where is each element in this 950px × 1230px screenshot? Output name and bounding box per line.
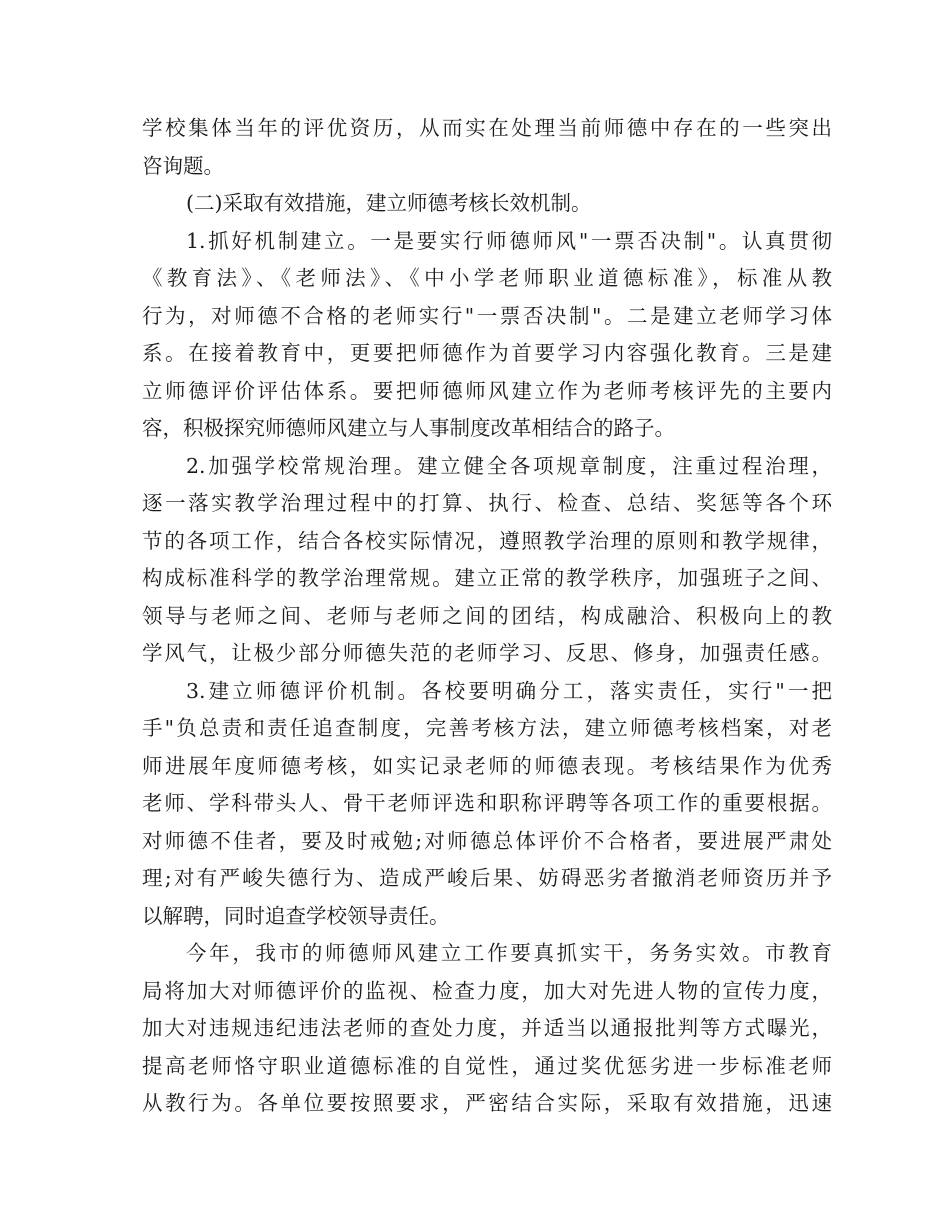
text-line: 立师德评价评估体系。要把师德师风建立作为老师考核评先的主要内: [142, 378, 832, 403]
text-line: 学风气，让极少部分师德失范的老师学习、反思、修身，加强责任感。: [142, 641, 832, 665]
text-line: 手"负总责和责任追查制度，完善考核方法，建立师德考核档案，对老: [142, 716, 832, 740]
text-line: 提高老师恪守职业道德标准的自觉性，通过奖优惩劣进一步标准老师: [142, 1053, 832, 1078]
document-body: [142, 110, 832, 1123]
text-line: 系。在接着教育中，更要把师德作为首要学习内容强化教育。三是建: [142, 341, 832, 365]
text-line: 行为，对师德不合格的老师实行"一票否决制"。二是建立老师学习体: [142, 303, 832, 328]
text-line: 对师德不佳者，要及时戒勉;对师德总体评价不合格者，要进展严肃处: [142, 828, 832, 853]
text-line: 1.抓好机制建立。一是要实行师德师风"一票否决制"。认真贯彻: [186, 228, 832, 253]
text-line: 构成标准科学的教学治理常规。建立正常的教学秩序，加强班子之间、: [142, 566, 832, 590]
text-line: 加大对违规违纪违法老师的查处力度，并适当以通报批判等方式曝光，: [142, 1016, 832, 1040]
text-line: 3.建立师德评价机制。各校要明确分工，落实责任，实行"一把: [186, 678, 832, 703]
text-line: 《教育法》、《老师法》、《中小学老师职业道德标准》，标准从教: [142, 266, 832, 290]
text-line: 领导与老师之间、老师与老师之间的团结，构成融洽、积极向上的教: [142, 603, 832, 628]
text-line: 容，积极探究师德师风建立与人事制度改革相结合的路子。: [142, 416, 675, 440]
text-line: 2.加强学校常规治理。建立健全各项规章制度，注重过程治理，: [186, 453, 832, 478]
text-line: 学校集体当年的评优资历，从而实在处理当前师德中存在的一些突出: [142, 116, 832, 140]
text-line: 理;对有严峻失德行为、造成严峻后果、妨碍恶劣者撤消老师资历并予: [142, 866, 832, 890]
text-line: 今年，我市的师德师风建立工作要真抓实干，务务实效。市教育: [186, 941, 832, 965]
text-line: 节的各项工作，结合各校实际情况，遵照教学治理的原则和教学规律，: [142, 528, 832, 553]
text-line: 逐一落实教学治理过程中的打算、执行、检查、总结、奖惩等各个环: [142, 491, 832, 515]
section-heading: (二)采取有效措施，建立师德考核长效机制。: [186, 191, 592, 215]
text-line: 以解聘，同时追查学校领导责任。: [142, 903, 450, 928]
text-line: 老师、学科带头人、骨干老师评选和职称评聘等各项工作的重要根据。: [142, 791, 832, 815]
text-line: 咨询题。: [142, 153, 224, 178]
text-line: 从教行为。各单位要按照要求，严密结合实际，采取有效措施，迅速: [142, 1091, 832, 1115]
text-line: 师进展年度师德考核，如实记录老师的师德表现。考核结果作为优秀: [142, 753, 832, 778]
text-line: 局将加大对师德评价的监视、检查力度，加大对先进人物的宣传力度，: [142, 978, 832, 1003]
